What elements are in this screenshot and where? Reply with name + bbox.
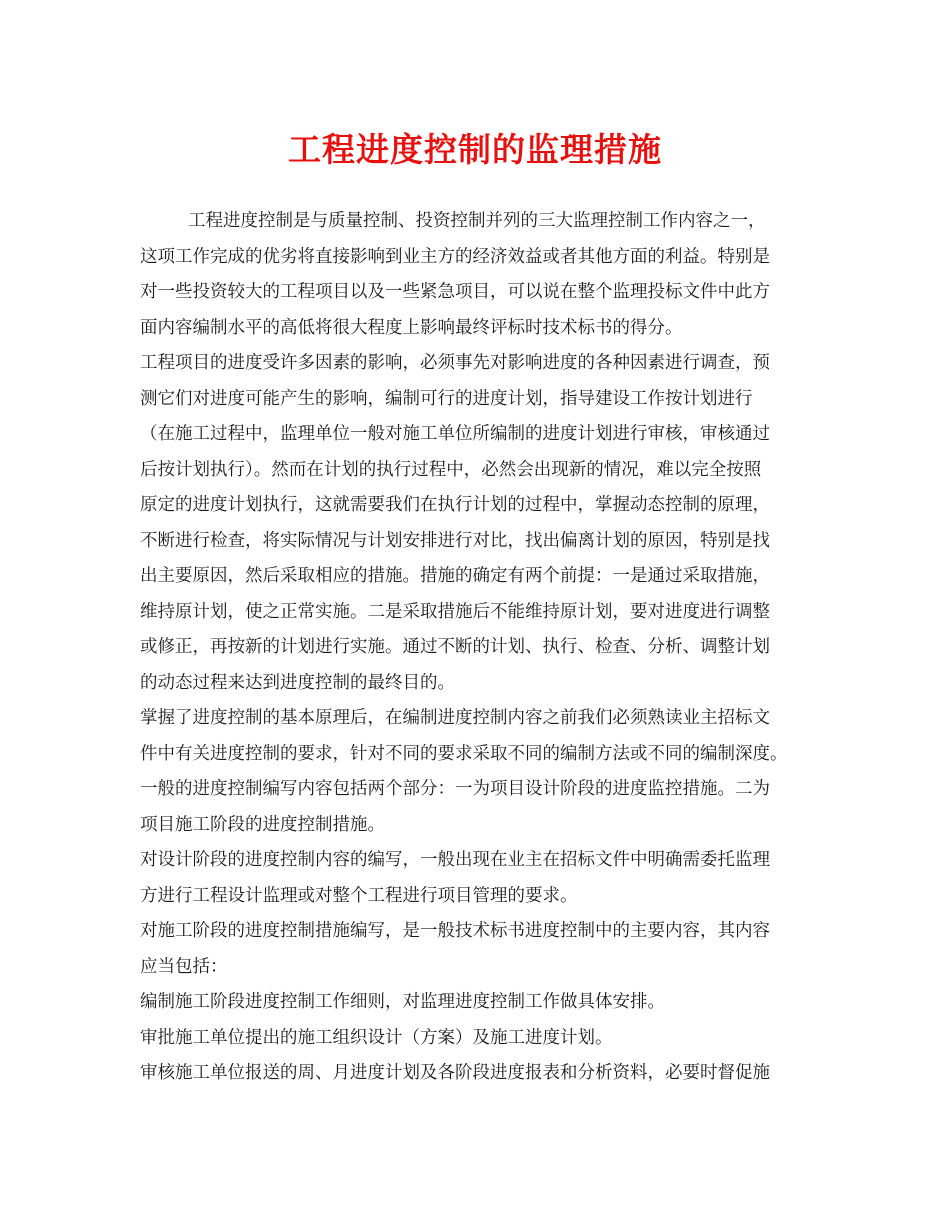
text-line: 一般的进度控制编写内容包括两个部分：一为项目设计阶段的进度监控措施。二为 <box>140 779 770 799</box>
text-line: 出主要原因，然后采取相应的措施。措施的确定有两个前提：一是通过采取措施， <box>140 566 770 586</box>
text-line: 件中有关进度控制的要求，针对不同的要求采取不同的编制方法或不同的编制深度。 <box>140 743 788 764</box>
text-line: 测它们对进度可能产生的影响，编制可行的进度计划，指导建设工作按计划进行 <box>140 388 753 409</box>
text-line: 方进行工程设计监理或对整个工程进行项目管理的要求。 <box>140 885 578 906</box>
text-line: 不断进行检查，将实际情况与计划安排进行对比，找出偏离计划的原因，特别是找 <box>140 530 770 551</box>
text-line: 应当包括： <box>140 956 228 977</box>
text-line: 工程进度控制是与质量控制、投资控制并列的三大监理控制工作内容之一， <box>188 211 766 231</box>
text-line: 原定的进度计划执行，这就需要我们在执行计划的过程中，掌握动态控制的原理， <box>140 495 770 515</box>
text-line: 维持原计划，使之正常实施。二是采取措施后不能维持原计划，要对进度进行调整 <box>140 601 770 622</box>
text-line: 审批施工单位提出的施工组织设计（方案）及施工进度计划。 <box>140 1027 613 1048</box>
text-line: 对施工阶段的进度控制措施编写，是一般技术标书进度控制中的主要内容，其内容 <box>140 921 770 941</box>
text-line: 对设计阶段的进度控制内容的编写，一般出现在业主在招标文件中明确需委托监理 <box>140 850 770 870</box>
text-line: 掌握了进度控制的基本原理后，在编制进度控制内容之前我们必须熟读业主招标文 <box>140 708 770 728</box>
text-line: （在施工过程中，监理单位一般对施工单位所编制的进度计划进行审核，审核通过 <box>140 424 770 444</box>
document-title: 工程进度控制的监理措施 <box>288 130 662 169</box>
text-line: 审核施工单位报送的周、月进度计划及各阶段进度报表和分析资料，必要时督促施 <box>140 1063 770 1083</box>
text-line: 面内容编制水平的高低将很大程度上影响最终评标时技术标书的得分。 <box>140 317 683 338</box>
text-line: 的动态过程来达到进度控制的最终目的。 <box>140 672 455 693</box>
text-line: 或修正，再按新的计划进行实施。通过不断的计划、执行、检查、分析、调整计划 <box>140 637 770 657</box>
text-line: 这项工作完成的优劣将直接影响到业主方的经济效益或者其他方面的利益。特别是 <box>140 246 770 267</box>
text-line: 项目施工阶段的进度控制措施。 <box>140 814 385 835</box>
text-line: 编制施工阶段进度控制工作细则，对监理进度控制工作做具体安排。 <box>140 992 665 1012</box>
text-line: 对一些投资较大的工程项目以及一些紧急项目，可以说在整个监理投标文件中此方 <box>140 282 770 302</box>
text-line: 工程项目的进度受许多因素的影响，必须事先对影响进度的各种因素进行调查，预 <box>140 353 770 373</box>
document-body <box>140 204 820 1092</box>
text-line: 后按计划执行）。然而在计划的执行过程中，必然会出现新的情况，难以完全按照 <box>140 459 762 480</box>
